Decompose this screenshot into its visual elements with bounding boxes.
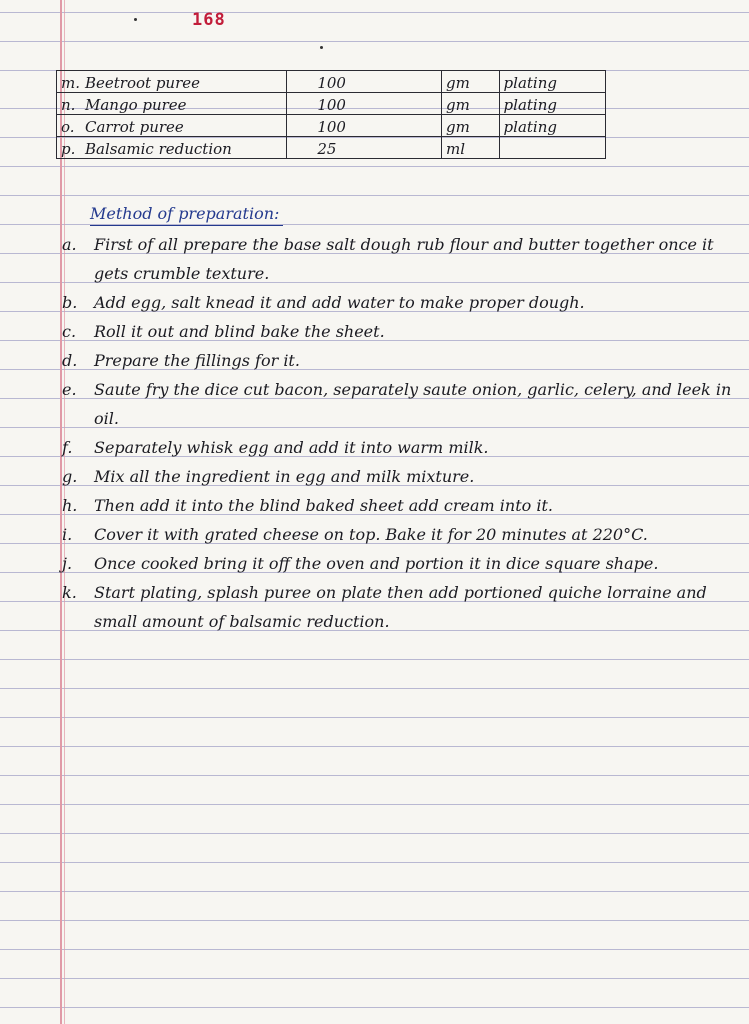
step-letter: b. bbox=[62, 293, 78, 312]
list-item bbox=[62, 578, 742, 636]
table-row bbox=[57, 115, 606, 137]
step-letter: a. bbox=[62, 235, 77, 254]
table-row bbox=[57, 71, 606, 93]
step-text: Prepare the fillings for it. bbox=[94, 351, 300, 370]
page-number: 168 bbox=[192, 10, 226, 30]
step-letter: g. bbox=[62, 467, 78, 486]
ingredient-name-cell bbox=[57, 137, 287, 159]
ingredient-use: plating bbox=[499, 93, 605, 115]
ingredient-name-cell bbox=[57, 71, 287, 93]
ingredient-unit: gm bbox=[442, 93, 500, 115]
ingredient-use: plating bbox=[499, 71, 605, 93]
ingredient-name: Mango puree bbox=[85, 96, 187, 114]
step-text: Roll it out and blind bake the sheet. bbox=[94, 322, 385, 341]
method-heading: Method of preparation: bbox=[90, 204, 280, 223]
step-text: Then add it into the blind baked sheet add cream into it. bbox=[94, 496, 553, 515]
list-item bbox=[62, 549, 742, 578]
ingredient-name-cell bbox=[57, 93, 287, 115]
step-text: Once cooked bring it off the oven and portion it in dice square shape. bbox=[94, 554, 659, 573]
table-row bbox=[57, 137, 606, 159]
step-letter: k. bbox=[62, 583, 77, 602]
ingredient-unit: ml bbox=[442, 137, 500, 159]
list-item bbox=[62, 375, 742, 433]
ingredient-name: Carrot puree bbox=[85, 118, 184, 136]
step-letter: e. bbox=[62, 380, 77, 399]
row-letter: n. bbox=[61, 96, 76, 114]
ingredient-use: plating bbox=[499, 115, 605, 137]
list-item bbox=[62, 230, 742, 288]
ink-dot bbox=[320, 46, 323, 49]
step-letter: c. bbox=[62, 322, 77, 341]
step-letter: h. bbox=[62, 496, 78, 515]
step-letter: j. bbox=[62, 554, 73, 573]
row-letter: p. bbox=[61, 140, 76, 158]
list-item bbox=[62, 346, 742, 375]
ingredient-name-cell bbox=[57, 115, 287, 137]
row-letter: m. bbox=[61, 74, 80, 92]
ingredient-qty: 100 bbox=[287, 115, 442, 137]
ingredient-name: Balsamic reduction bbox=[85, 140, 232, 158]
step-text: Add egg, salt knead it and add water to make proper dough. bbox=[94, 293, 585, 312]
list-item bbox=[62, 491, 742, 520]
list-item bbox=[62, 520, 742, 549]
step-text: Cover it with grated cheese on top. Bake it for 20 minutes at 220°C. bbox=[94, 525, 648, 544]
step-text: Separately whisk egg and add it into warm milk. bbox=[94, 438, 489, 457]
method-steps bbox=[62, 230, 742, 636]
step-text: Mix all the ingredient in egg and milk mixture. bbox=[94, 467, 475, 486]
ink-dot bbox=[134, 18, 137, 21]
list-item bbox=[62, 462, 742, 491]
ingredient-use bbox=[499, 137, 605, 159]
list-item bbox=[62, 317, 742, 346]
step-text: First of all prepare the base salt dough rub flour and butter together once it gets crumble texture. bbox=[94, 235, 714, 283]
ingredient-qty: 100 bbox=[287, 93, 442, 115]
list-item bbox=[62, 288, 742, 317]
ingredient-name: Beetroot puree bbox=[85, 74, 201, 92]
ingredient-qty: 25 bbox=[287, 137, 442, 159]
step-text: Start plating, splash puree on plate then add portioned quiche lorraine and small amount of balsamic reduction. bbox=[94, 583, 707, 631]
step-letter: i. bbox=[62, 525, 73, 544]
ingredient-qty: 100 bbox=[287, 71, 442, 93]
step-letter: f. bbox=[62, 438, 73, 457]
step-text: Saute fry the dice cut bacon, separately saute onion, garlic, celery, and leek in oil. bbox=[94, 380, 732, 428]
step-letter: d. bbox=[62, 351, 78, 370]
table-row bbox=[57, 93, 606, 115]
list-item bbox=[62, 433, 742, 462]
row-letter: o. bbox=[61, 118, 75, 136]
ingredient-unit: gm bbox=[442, 71, 500, 93]
ingredient-unit: gm bbox=[442, 115, 500, 137]
ingredients-table bbox=[56, 70, 606, 159]
